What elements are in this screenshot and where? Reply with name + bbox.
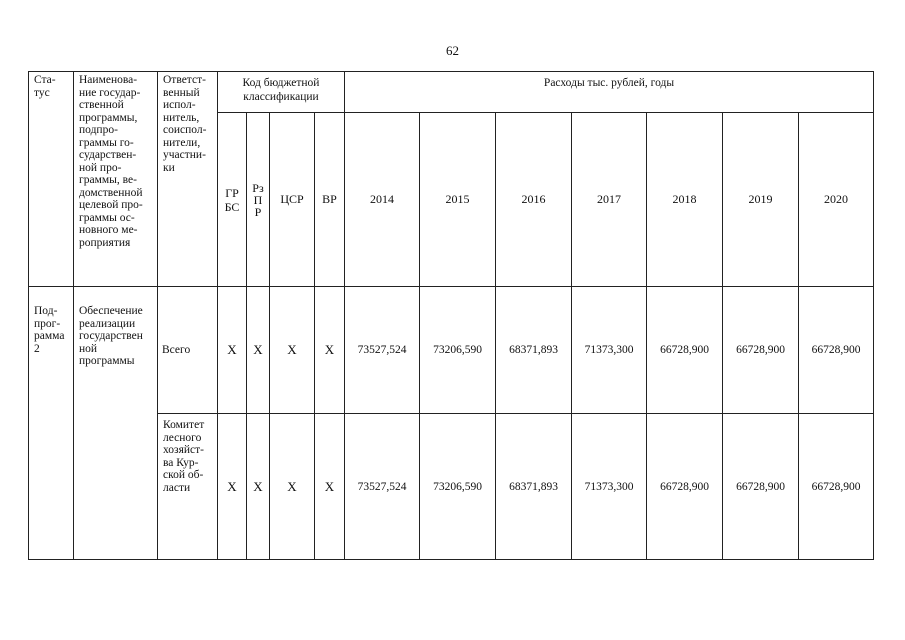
code-vr-cell: X xyxy=(315,414,345,560)
code-rzpr-cell: X xyxy=(247,287,270,414)
header-responsible: Ответст- венный испол- нитель, соиспол- нители, участни- ки xyxy=(158,72,218,287)
header-code-csr: ЦСР xyxy=(270,113,315,287)
name-cell: Обеспечение реализации государствен ной программы xyxy=(74,287,158,560)
header-year-2015: 2015 xyxy=(420,113,496,287)
code-csr-cell: X xyxy=(270,287,315,414)
value-2016-cell: 68371,893 xyxy=(496,287,572,414)
responsible-cell: Комитет лесного хозяйст- ва Кур- ской об- ласти xyxy=(158,414,218,560)
code-csr-cell: X xyxy=(270,414,315,560)
value-2015-cell: 73206,590 xyxy=(420,414,496,560)
header-year-2018: 2018 xyxy=(647,113,723,287)
value-2018-cell: 66728,900 xyxy=(647,287,723,414)
table-row xyxy=(29,287,874,414)
value-2016-cell: 68371,893 xyxy=(496,414,572,560)
value-2019-cell: 66728,900 xyxy=(723,287,799,414)
header-year-2017: 2017 xyxy=(572,113,647,287)
header-code-grbs: ГР БС xyxy=(218,113,247,287)
header-year-2014: 2014 xyxy=(345,113,420,287)
header-expenses: Расходы тыс. рублей, годы xyxy=(345,72,874,113)
header-year-2020: 2020 xyxy=(799,113,874,287)
header-budget-code: Код бюджетной классификации xyxy=(218,72,345,113)
header-code-vr: ВР xyxy=(315,113,345,287)
header-code-rzpr: Рз П Р xyxy=(247,113,270,287)
value-2015-cell: 73206,590 xyxy=(420,287,496,414)
budget-table xyxy=(28,71,874,560)
responsible-cell: Всего xyxy=(158,287,218,414)
value-2014-cell: 73527,524 xyxy=(345,287,420,414)
value-2020-cell: 66728,900 xyxy=(799,414,874,560)
page-number: 62 xyxy=(446,43,459,58)
header-row-1 xyxy=(29,72,874,113)
code-grbs-cell: X xyxy=(218,287,247,414)
value-2014-cell: 73527,524 xyxy=(345,414,420,560)
value-2020-cell: 66728,900 xyxy=(799,287,874,414)
header-year-2016: 2016 xyxy=(496,113,572,287)
value-2019-cell: 66728,900 xyxy=(723,414,799,560)
code-rzpr-cell: X xyxy=(247,414,270,560)
header-year-2019: 2019 xyxy=(723,113,799,287)
code-grbs-cell: X xyxy=(218,414,247,560)
value-2018-cell: 66728,900 xyxy=(647,414,723,560)
status-cell: Под- прог- рамма 2 xyxy=(29,287,74,560)
header-name: Наименова- ние государ- ственной программы, подпро- граммы го- сударствен- ной про- граммы, ве- домственной целевой про- граммы ос- новного ме- роприятия xyxy=(74,72,158,287)
code-vr-cell: X xyxy=(315,287,345,414)
value-2017-cell: 71373,300 xyxy=(572,414,647,560)
value-2017-cell: 71373,300 xyxy=(572,287,647,414)
header-status: Ста- тус xyxy=(29,72,74,287)
